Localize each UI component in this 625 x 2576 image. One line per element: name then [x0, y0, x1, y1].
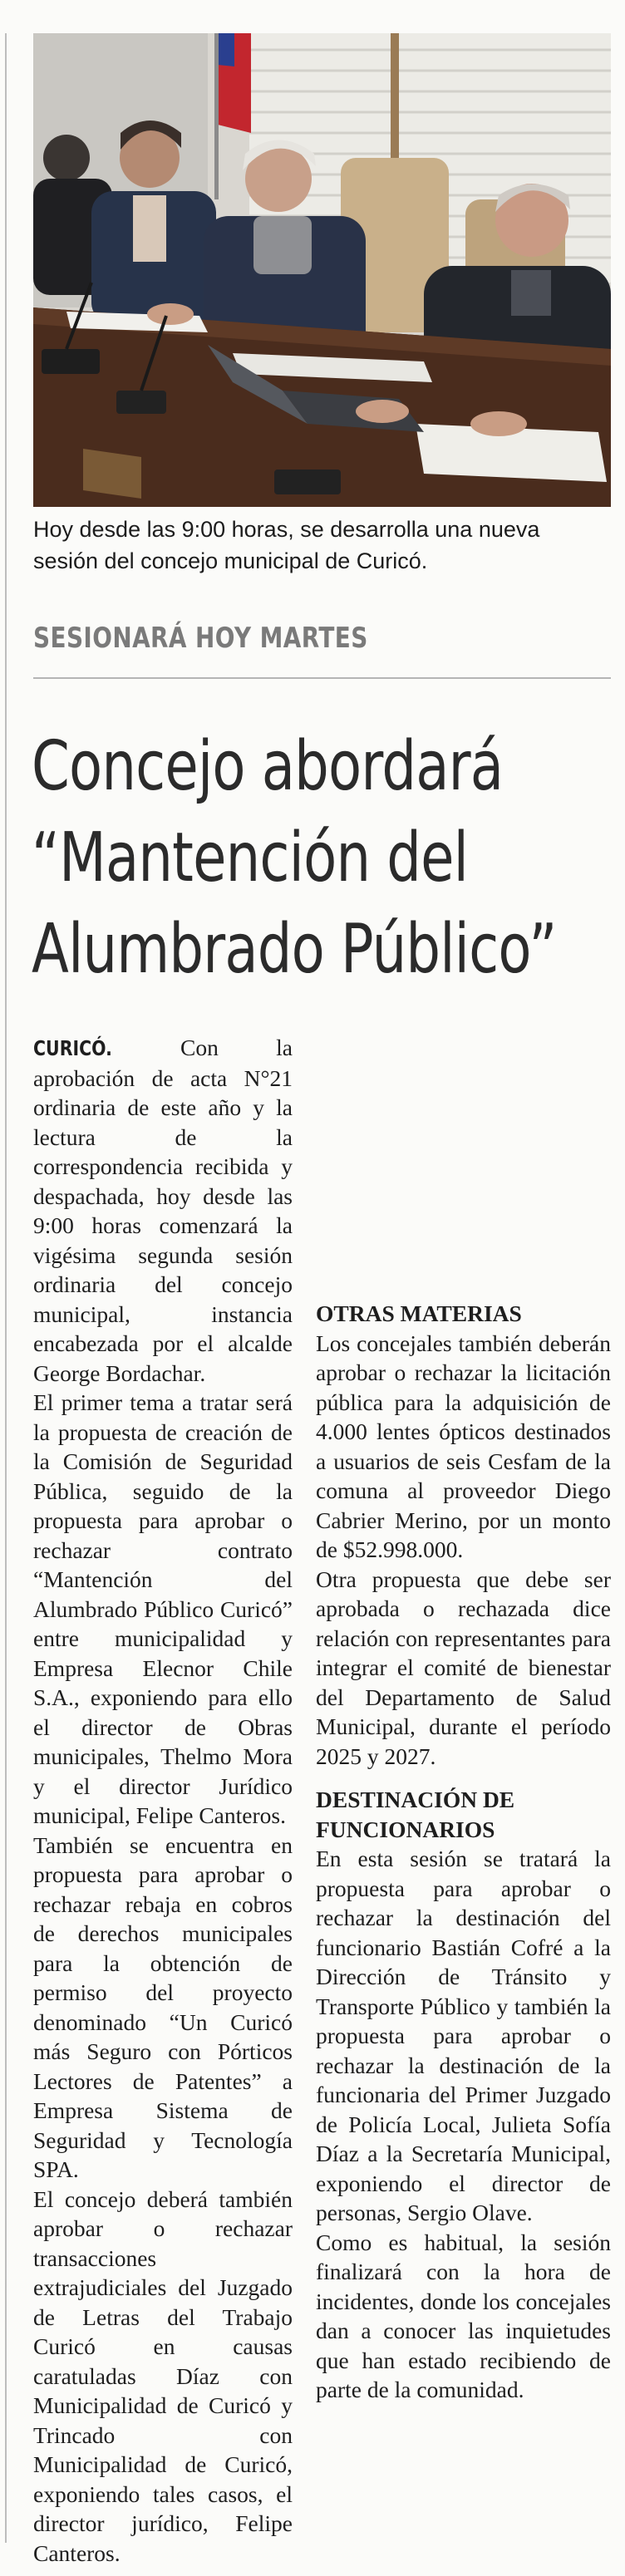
paragraph-welfare: Otra propuesta que debe ser aprobada o rechazada dice relación con representantes para integrar el comité de bienestar del Departamento de Salud Municipal, durante el período 2025 y 2027.: [316, 1566, 611, 1769]
paragraph-first-topic: El primer tema a tratar será la propuesta de creación de la Comisión de Seguridad Pública, seguido de la propuesta para aprobar o rechazar contrato “Mantención del Alumbrado Público Curicó” entre municipalidad y Empresa Elecnor Chile S.A., exponiendo para ello el director de Obras municipales, Thelmo Mora y el director Jurídico municipal, Felipe Canteros.: [33, 1389, 293, 1828]
photo-caption: Hoy desde las 9:00 horas, se desarrolla una nueva sesión del concejo municipal de Curicó.: [33, 517, 540, 573]
dateline: CURICÓ.: [33, 1036, 112, 1060]
subheading-otras-materias: OTRAS MATERIAS: [316, 1300, 522, 1326]
headline-line-3: Alumbrado Público”: [32, 910, 557, 989]
section-gap: [316, 1771, 611, 1785]
section-kicker: SESIONARÁ HOY MARTES: [33, 622, 368, 655]
article-column-right: [316, 1033, 611, 2405]
paragraph-lenses: Los concejales también deberán aprobar o rechazar la licitación pública para la adquisición de 4.000 lentes ópticos destinados a usuarios de seis Cesfam de la comuna al proveedor Diego Cabrier Merino, por un monto de $52.998.000.: [316, 1330, 611, 1562]
column-continuation-space: [316, 1033, 611, 1299]
subheading-destinacion: DESTINACIÓN DE FUNCIONARIOS: [316, 1787, 515, 1842]
paragraph-permits: También se encuentra en propuesta para aprobar o rechazar rebaja en cobros de derechos municipales para la obtención de permiso del proyecto denominado “Un Curicó más Seguro con Pórticos Lectores de Patentes” a Empresa Sistema de Seguridad y Tecnología SPA.: [33, 1831, 293, 2182]
page-margin-rule: [5, 33, 7, 2543]
headline-line-1: Concejo abordará: [32, 727, 504, 806]
paragraph-closing: Como es habitual, la sesión finalizará con la hora de incidentes, donde los concejales dan a conocer las inquietudes que han estado recibiendo de parte de la comunidad.: [316, 2229, 611, 2402]
headline-line-2: “Mantención del: [32, 819, 469, 897]
paragraph-staff: En esta sesión se tratará la propuesta para aprobar o rechazar la destinación del funcionario Bastián Cofré a la Dirección de Tránsito y Transporte Público y también la propuesta para aprobar o rechazar la destinación de la funcionaria del Primer Juzgado de Policía Local, Julieta Sofía Díaz a la Secretaría Municipal, exponiendo el director de personas, Sergio Olave.: [316, 1846, 611, 2225]
paragraph-intro-text: Con la aprobación de acta N°21 ordinaria de este año y la lectura de la correspondencia recibida y despachada, hoy desde las 9:00 horas comenzará la vigésima segunda sesión ordinaria del concejo municipal, instancia encabezada por el alcalde George Bordachar.: [33, 1035, 293, 1386]
article-headline: [32, 721, 603, 995]
paragraph-settlements: El concejo deberá también aprobar o rechazar transacciones extrajudiciales del Juzgado de Letras del Trabajo Curicó en causas caratuladas Díaz con Municipalidad de Curicó y Trincado con Municipalidad de Curicó, exponiendo tales casos, el director jurídico, Felipe Canteros.: [33, 2185, 293, 2566]
article-column-left: [33, 1033, 293, 2568]
meeting-photo: [33, 33, 611, 507]
kicker-divider: [33, 677, 611, 679]
paragraph-intro: [33, 1033, 293, 1388]
